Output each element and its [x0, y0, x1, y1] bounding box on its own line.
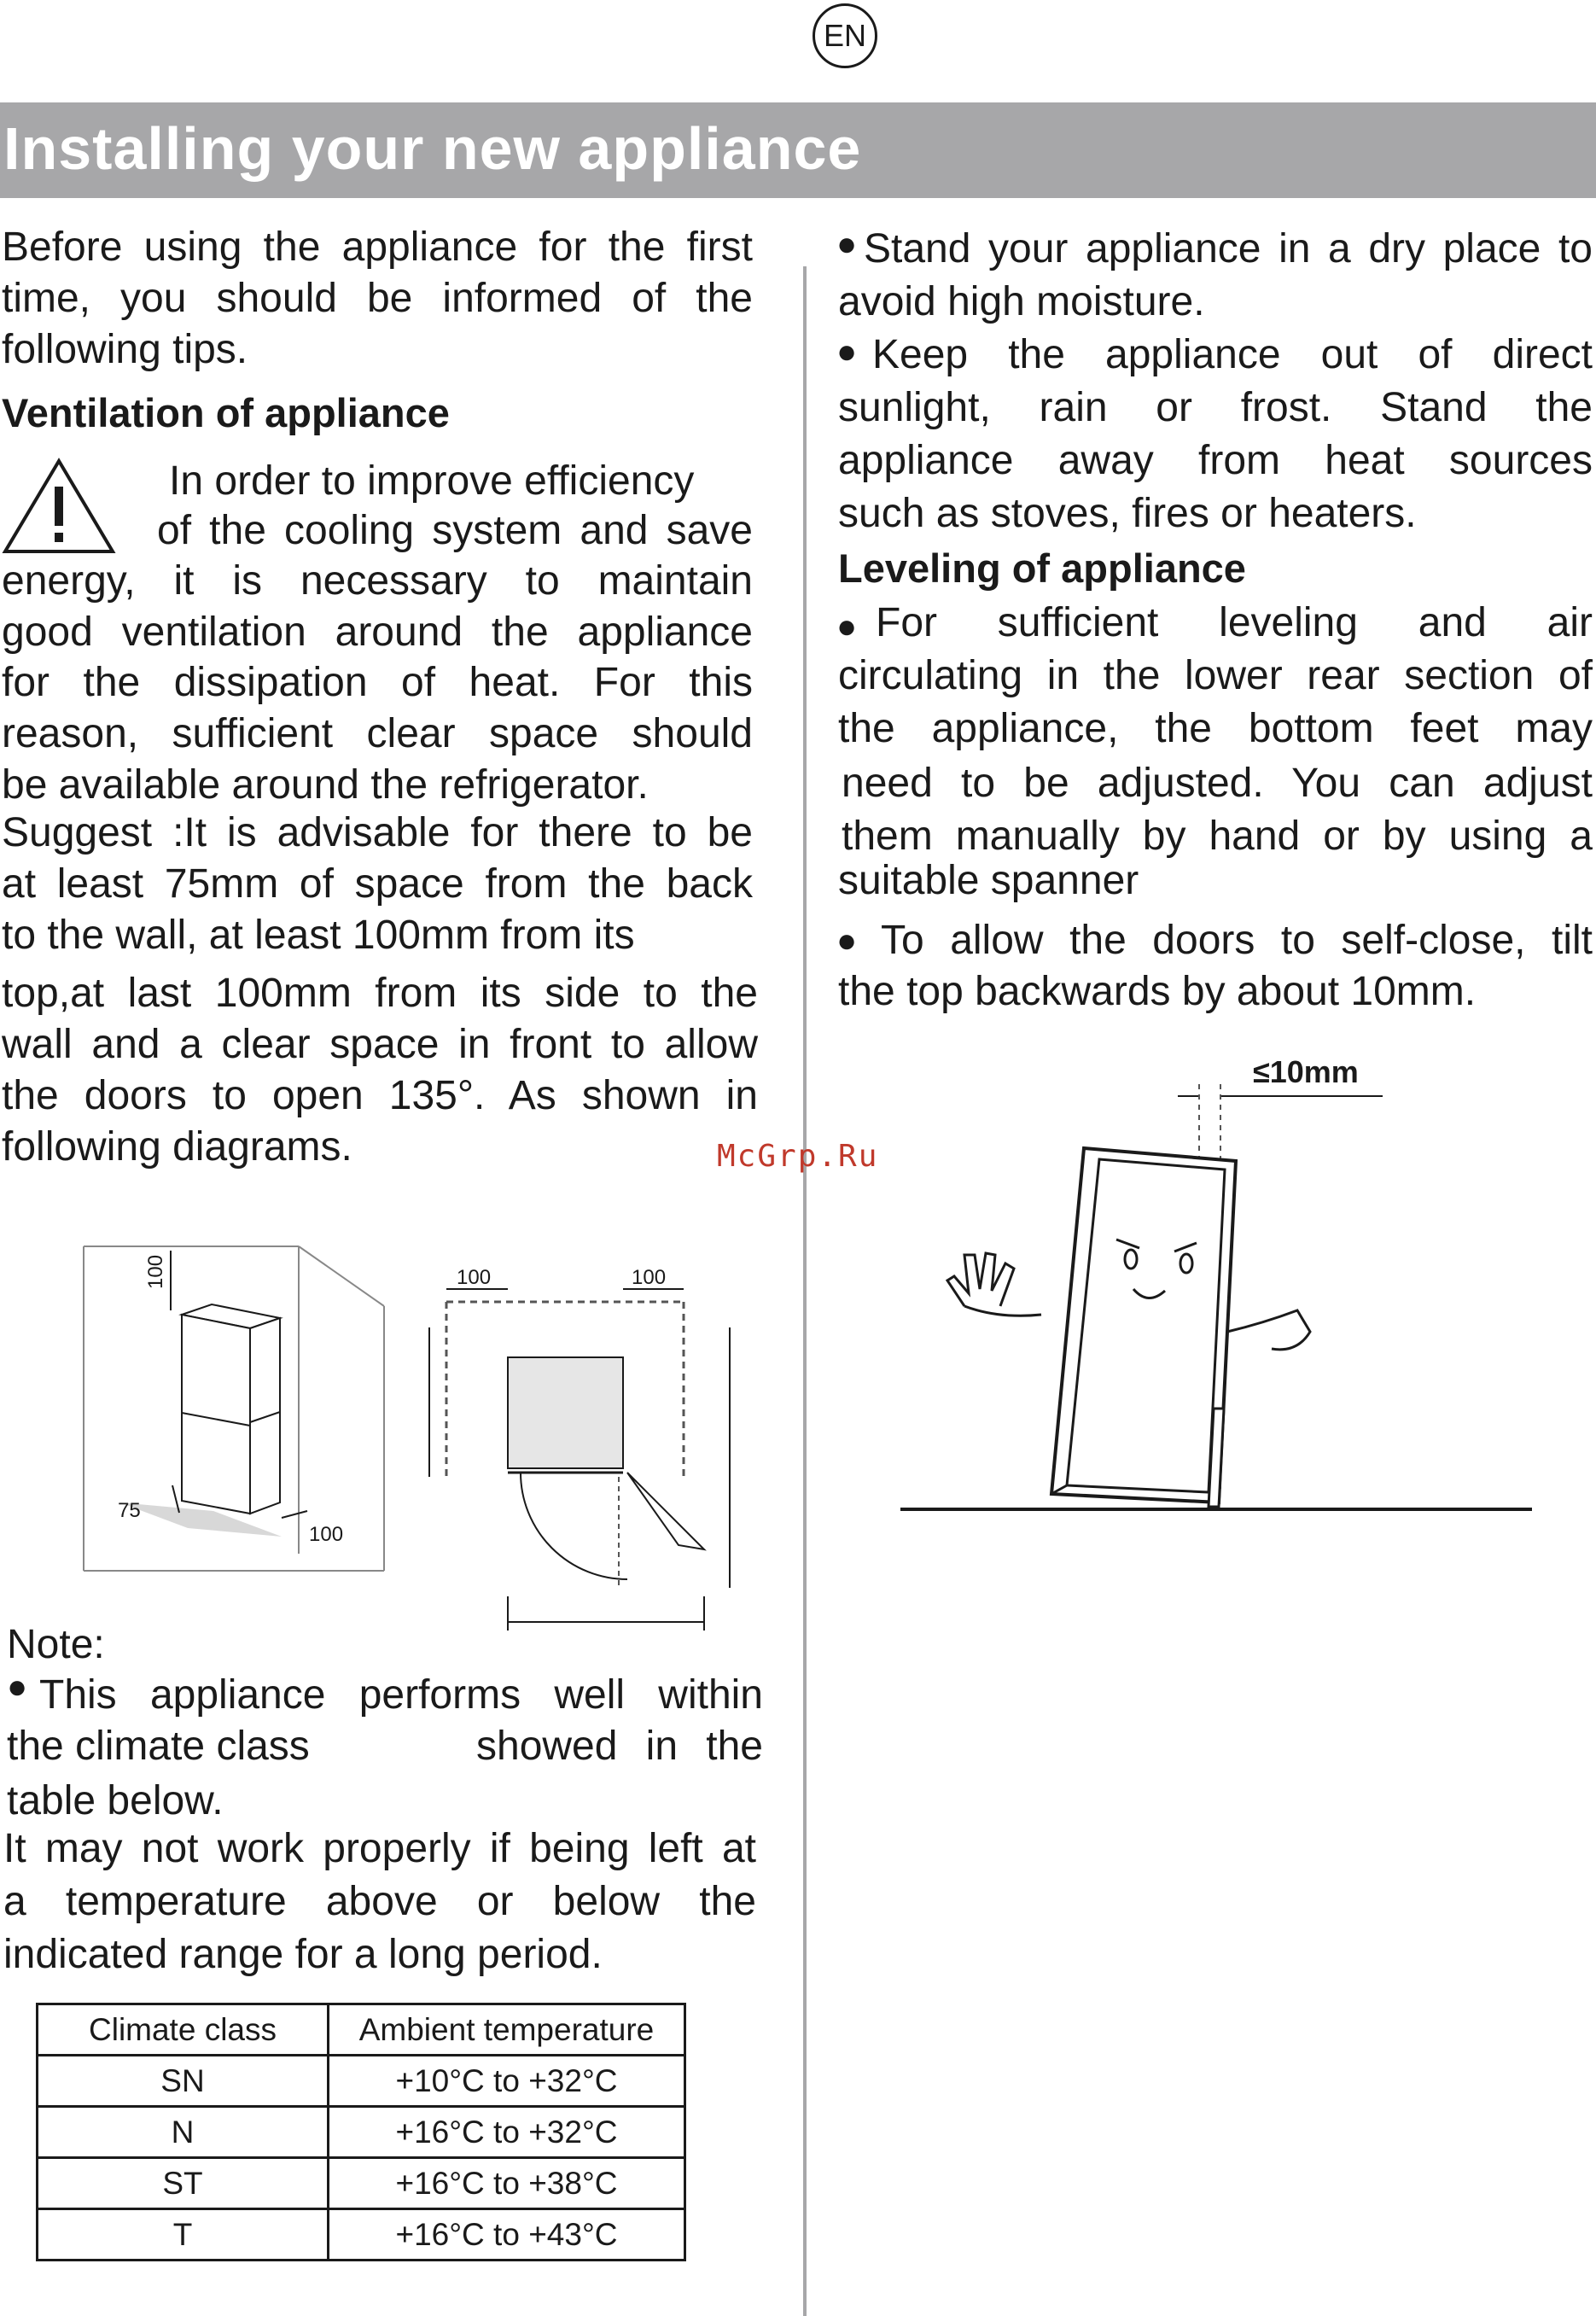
table-cell: ST	[38, 2158, 329, 2209]
leveling-line: For sufficient leveling and air	[876, 600, 1593, 645]
intro-line: following tips.	[2, 327, 248, 372]
table-header-cell: Ambient temperature	[329, 2004, 685, 2056]
table-row	[38, 2107, 685, 2158]
note-line: indicated range for a long period.	[3, 1932, 603, 1977]
ventilation-line: reason, sufficient clear space should	[2, 711, 753, 756]
suggest-line: following diagrams.	[2, 1124, 352, 1170]
ventilation-line: for the dissipation of heat. For this	[2, 660, 753, 705]
table-row	[38, 2158, 685, 2209]
suggest-line: top,at last 100mm from its side to the	[2, 971, 758, 1016]
suggest-line: the doors to open 135°. As shown in	[2, 1073, 758, 1118]
column-divider	[803, 266, 807, 2316]
note-bullet-line: showed in the	[476, 1724, 763, 1769]
dim-left-label: 100	[457, 1266, 492, 1289]
dim-back-label: 75	[118, 1499, 141, 1522]
self-close-line: To allow the doors to self-close, tilt	[881, 918, 1593, 963]
bullet-icon: ●	[836, 333, 858, 370]
suggest-line: Suggest :It is advisable for there to be	[2, 810, 753, 855]
ventilation-line: In order to improve efficiency	[169, 458, 695, 504]
clearance-perspective-diagram	[77, 1229, 401, 1588]
dry-place-line: Stand your appliance in a dry place to	[864, 226, 1593, 271]
note-label: Note:	[7, 1622, 105, 1667]
leveling-line: circulating in the lower rear section of	[838, 653, 1593, 698]
clearance-top-view-diagram	[422, 1263, 772, 1639]
note-bullet-line: table below.	[7, 1778, 224, 1823]
suggest-line: wall and a clear space in front to allow	[2, 1022, 758, 1067]
table-row	[38, 2056, 685, 2107]
climate-table	[36, 2003, 686, 2261]
table-row	[38, 2209, 685, 2261]
dim-right-label: 100	[632, 1266, 667, 1289]
sunlight-line: sunlight, rain or frost. Stand the	[838, 385, 1593, 430]
intro-line: Before using the appliance for the first	[2, 225, 753, 270]
note-line: a temperature above or below the	[3, 1879, 756, 1924]
table-cell: SN	[38, 2056, 329, 2107]
leveling-heading: Leveling of appliance	[838, 545, 1246, 591]
bullet-icon: ●	[836, 922, 858, 960]
title-bar	[0, 102, 1596, 198]
note-bullet-line: This appliance performs well within	[39, 1672, 763, 1718]
leveling-line: suitable spanner	[838, 858, 1139, 903]
tilt-distance-label: ≤10mm	[1253, 1054, 1359, 1089]
sunlight-line: such as stoves, fires or heaters.	[838, 491, 1417, 536]
dry-place-line: avoid high moisture.	[838, 279, 1205, 324]
leveling-line: need to be adjusted. You can adjust	[842, 761, 1593, 806]
page-title: Installing your new appliance	[3, 115, 862, 182]
table-cell: T	[38, 2209, 329, 2261]
note-bullet-line: the climate class	[7, 1724, 310, 1769]
table-cell: +16°C to +43°C	[329, 2209, 685, 2261]
table-header-row	[38, 2004, 685, 2056]
intro-line: time, you should be informed of the	[2, 276, 753, 321]
bullet-icon: ●	[836, 608, 858, 645]
leveling-line: them manually by hand or by using a	[842, 814, 1593, 859]
fridge-tilt-illustration	[896, 1050, 1536, 1528]
language-badge: EN	[813, 3, 877, 68]
suggest-line: to the wall, at least 100mm from its	[2, 913, 635, 958]
leveling-line: the appliance, the bottom feet may	[838, 706, 1593, 751]
watermark: McGrp.Ru	[717, 1139, 879, 1174]
note-line: It may not work properly if being left at	[3, 1826, 756, 1871]
ventilation-line: be available around the refrigerator.	[2, 762, 649, 808]
ventilation-line: good ventilation around the appliance	[2, 610, 753, 655]
ventilation-heading: Ventilation of appliance	[2, 390, 450, 435]
table-header-cell: Climate class	[38, 2004, 329, 2056]
warning-icon	[2, 458, 116, 555]
sunlight-line: Keep the appliance out of direct	[872, 332, 1593, 377]
table-cell: N	[38, 2107, 329, 2158]
suggest-line: at least 75mm of space from the back	[2, 861, 753, 907]
dim-top-label: 100	[144, 1254, 167, 1289]
ventilation-line: energy, it is necessary to maintain	[2, 558, 753, 604]
table-cell: +10°C to +32°C	[329, 2056, 685, 2107]
dim-side-label: 100	[309, 1523, 344, 1546]
self-close-line: the top backwards by about 10mm.	[838, 969, 1477, 1014]
table-cell: +16°C to +38°C	[329, 2158, 685, 2209]
bullet-icon: ●	[836, 225, 858, 263]
sunlight-line: appliance away from heat sources	[838, 438, 1593, 483]
table-cell: +16°C to +32°C	[329, 2107, 685, 2158]
bullet-icon: ●	[7, 1668, 28, 1706]
ventilation-line: of the cooling system and save	[157, 508, 753, 553]
